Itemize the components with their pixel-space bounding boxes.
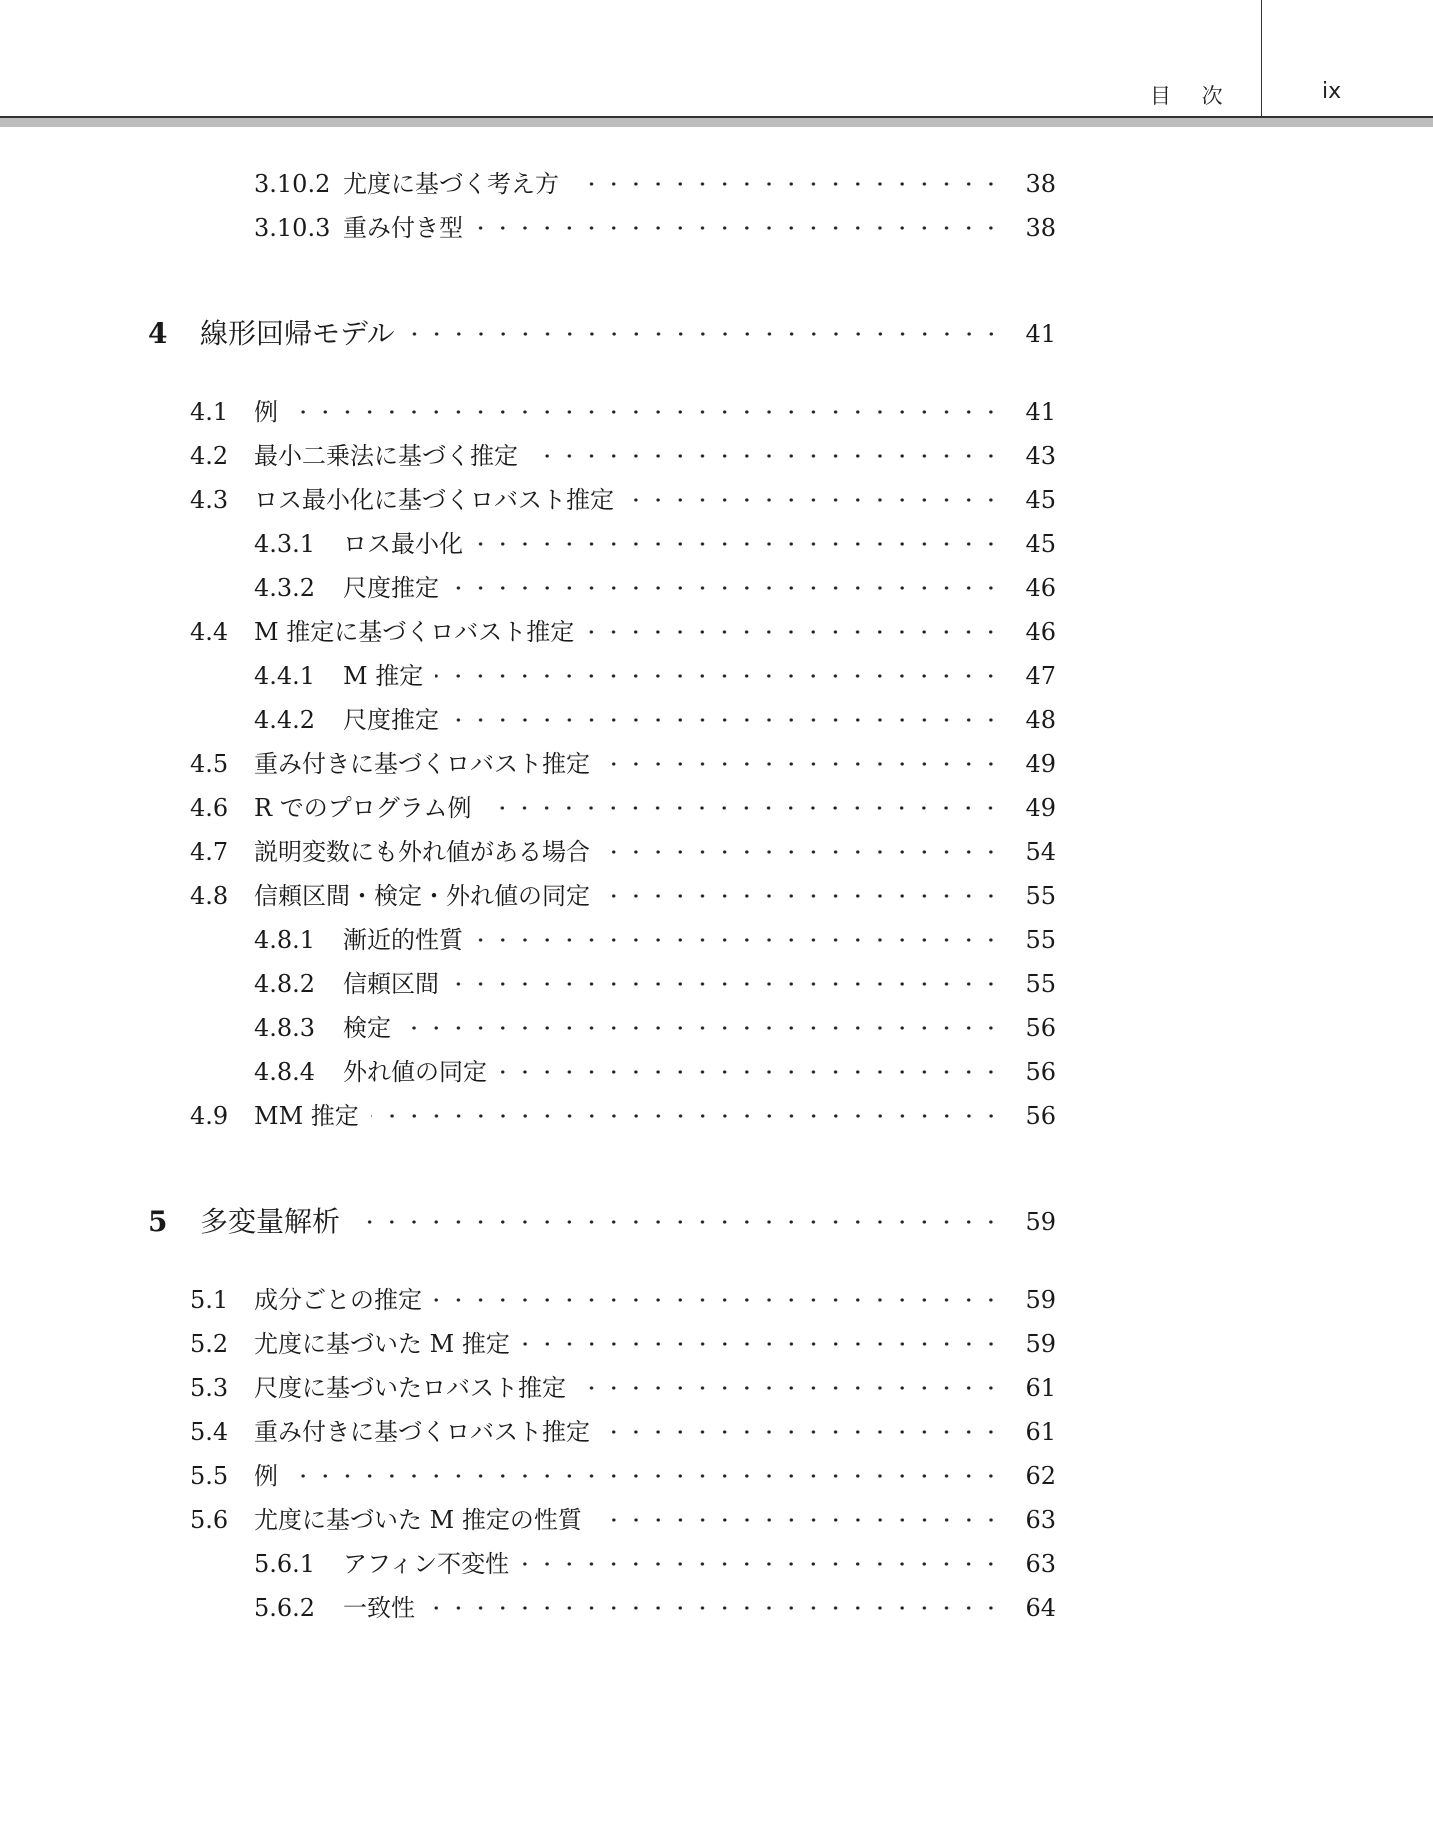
dot-leader [578, 1368, 1008, 1408]
toc-entry-title: 尤度に基づいた M 推定 [254, 1330, 510, 1358]
toc-entry-page: 64 [1025, 1594, 1056, 1622]
toc-entry-section[interactable] [190, 1456, 1056, 1496]
toc-entry-page: 49 [1025, 750, 1056, 778]
dot-leader [571, 164, 1008, 204]
dot-leader [403, 1008, 1008, 1048]
toc-entry-page: 56 [1025, 1014, 1056, 1042]
dot-leader [521, 1544, 1008, 1584]
dot-leader [602, 876, 1008, 916]
toc-entry-number: 4.7 [190, 838, 229, 866]
toc-entry-page: 47 [1025, 662, 1056, 690]
toc-entry-number: 4.8.1 [254, 926, 316, 954]
dot-leader [451, 568, 1008, 608]
toc-entry-subsection[interactable] [254, 524, 1056, 564]
toc-entry-section[interactable] [190, 1324, 1056, 1364]
toc-entry-page: 38 [1025, 214, 1056, 242]
toc-entry-number: 5.2 [190, 1330, 229, 1358]
header-shade-bar [0, 118, 1433, 127]
toc-entry-title: 尤度に基づく考え方 [343, 170, 559, 198]
dot-leader [475, 920, 1008, 960]
toc-entry-number: 3.10.3 [254, 214, 331, 242]
toc-entry-subsection[interactable] [254, 568, 1056, 608]
toc-entry-title: 成分ごとの推定 [254, 1286, 422, 1314]
toc-entry-subsection[interactable] [254, 656, 1056, 696]
toc-entry-title: 最小二乗法に基づく推定 [254, 442, 518, 470]
dot-leader [290, 392, 1008, 432]
toc-entry-number: 5.5 [190, 1462, 229, 1490]
toc-entry-subsection[interactable] [254, 920, 1056, 960]
toc-entry-title: 検定 [343, 1014, 391, 1042]
toc-entry-number: 4.4.1 [254, 662, 316, 690]
dot-leader [626, 480, 1008, 520]
toc-entry-page: 63 [1025, 1550, 1056, 1578]
dot-leader [407, 314, 1008, 354]
dot-leader [427, 1588, 1008, 1628]
dot-leader [483, 788, 1008, 828]
toc-entry-page: 49 [1025, 794, 1056, 822]
toc-entry-page: 56 [1025, 1102, 1056, 1130]
toc-entry-title: R でのプログラム例 [254, 794, 472, 822]
toc-entry-number: 4.3.1 [254, 530, 316, 558]
toc-entry-page: 61 [1025, 1374, 1056, 1402]
running-head-title: 目 次 [1150, 84, 1235, 108]
dot-leader [371, 1096, 1008, 1136]
toc-entry-number: 4.8.3 [254, 1014, 316, 1042]
toc-entry-subsection[interactable] [254, 1052, 1056, 1092]
dot-leader [475, 524, 1008, 564]
toc-entry-number: 3.10.2 [254, 170, 331, 198]
dot-leader [435, 656, 1008, 696]
toc-entry-number: 5.1 [190, 1286, 229, 1314]
toc-entry-title: 信頼区間 [343, 970, 439, 998]
toc-entry-chapter[interactable] [148, 1200, 1056, 1244]
toc-entry-number: 5.4 [190, 1418, 229, 1446]
toc-entry-title: 外れ値の同定 [343, 1058, 487, 1086]
toc-entry-section[interactable] [190, 480, 1056, 520]
dot-leader [451, 700, 1008, 740]
toc-entry-page: 56 [1025, 1058, 1056, 1086]
toc-entry-subsection[interactable] [254, 964, 1056, 1004]
toc-entry-page: 43 [1025, 442, 1056, 470]
toc-entry-section[interactable] [190, 1412, 1056, 1452]
dot-leader [530, 436, 1008, 476]
toc-entry-title: 信頼区間・検定・外れ値の同定 [254, 882, 590, 910]
toc-entry-page: 46 [1025, 574, 1056, 602]
toc-entry-number: 4 [148, 317, 168, 350]
toc-entry-subsection[interactable] [254, 1544, 1056, 1584]
toc-entry-number: 4.4.2 [254, 706, 316, 734]
toc-entry-section[interactable] [190, 1280, 1056, 1320]
toc-entry-chapter[interactable] [148, 312, 1056, 356]
toc-entry-subsection[interactable] [254, 700, 1056, 740]
toc-entry-page: 38 [1025, 170, 1056, 198]
toc-entry-title: 一致性 [343, 1594, 415, 1622]
toc-entry-subsection[interactable] [254, 1008, 1056, 1048]
toc-entry-section[interactable] [190, 788, 1056, 828]
toc-entry-title: 尺度推定 [343, 574, 439, 602]
toc-entry-number: 4.1 [190, 398, 229, 426]
toc-entry-page: 54 [1025, 838, 1056, 866]
toc-entry-title: ロス最小化 [343, 530, 463, 558]
toc-entry-page: 59 [1025, 1208, 1056, 1236]
toc-entry-title: 例 [254, 1462, 278, 1490]
toc-entry-section[interactable] [190, 1096, 1056, 1136]
toc-entry-section[interactable] [190, 744, 1056, 784]
toc-entry-number: 4.3.2 [254, 574, 316, 602]
toc-entry-section[interactable] [190, 832, 1056, 872]
toc-entry-section[interactable] [190, 612, 1056, 652]
toc-entry-number: 5.6 [190, 1506, 229, 1534]
toc-entry-page: 55 [1025, 882, 1056, 910]
toc-entry-title: ロス最小化に基づくロバスト推定 [254, 486, 614, 514]
dot-leader [499, 1052, 1008, 1092]
toc-entry-title: 尺度に基づいたロバスト推定 [254, 1374, 566, 1402]
toc-entry-page: 41 [1025, 398, 1056, 426]
toc-entry-number: 5.6.1 [254, 1550, 316, 1578]
toc-entry-section[interactable] [190, 876, 1056, 916]
page-number: ix [1322, 79, 1342, 104]
header-divider [1261, 0, 1262, 117]
toc-entry-number: 5.6.2 [254, 1594, 316, 1622]
toc-entry-title: MM 推定 [254, 1102, 359, 1130]
toc-entry-page: 59 [1025, 1286, 1056, 1314]
toc-entry-page: 63 [1025, 1506, 1056, 1534]
toc-entry-title: 尺度推定 [343, 706, 439, 734]
toc-entry-section[interactable] [190, 1500, 1056, 1540]
toc-entry-section[interactable] [190, 436, 1056, 476]
toc-entry-page: 41 [1025, 320, 1056, 348]
toc-entry-number: 4.4 [190, 618, 229, 646]
dot-leader [602, 1412, 1008, 1452]
toc-entry-page: 59 [1025, 1330, 1056, 1358]
dot-leader [586, 612, 1008, 652]
toc-entry-page: 46 [1025, 618, 1056, 646]
toc-entry-number: 4.3 [190, 486, 229, 514]
toc-entry-title: M 推定に基づくロバスト推定 [254, 618, 575, 646]
toc-entry-title: 線形回帰モデル [200, 317, 395, 350]
toc-entry-page: 55 [1025, 970, 1056, 998]
toc-entry-number: 5.3 [190, 1374, 229, 1402]
dot-leader [352, 1202, 1008, 1242]
toc-entry-title: 重み付き型 [343, 214, 463, 242]
dot-leader [434, 1280, 1008, 1320]
toc-entry-page: 45 [1025, 486, 1056, 514]
toc-entry-page: 48 [1025, 706, 1056, 734]
toc-entry-page: 45 [1025, 530, 1056, 558]
toc-entry-number: 5 [148, 1205, 168, 1238]
dot-leader [522, 1324, 1008, 1364]
toc-entry-page: 62 [1025, 1462, 1056, 1490]
toc-entry-title: 説明変数にも外れ値がある場合 [254, 838, 590, 866]
dot-leader [602, 832, 1008, 872]
toc-entry-section[interactable] [190, 392, 1056, 432]
dot-leader [451, 964, 1008, 1004]
toc-entry-title: 多変量解析 [200, 1205, 341, 1238]
toc-entry-title: 尤度に基づいた M 推定の性質 [254, 1506, 582, 1534]
toc-entry-title: 重み付きに基づくロバスト推定 [254, 750, 590, 778]
toc-entry-number: 4.2 [190, 442, 229, 470]
toc-entry-title: 漸近的性質 [343, 926, 463, 954]
running-header [0, 0, 1433, 130]
dot-leader [602, 744, 1008, 784]
toc-entry-section[interactable] [190, 1368, 1056, 1408]
dot-leader [475, 208, 1008, 248]
toc-entry-title: アフィン不変性 [343, 1550, 510, 1578]
dot-leader [290, 1456, 1008, 1496]
toc-entry-subsection[interactable] [254, 164, 1056, 204]
toc-entry-number: 4.5 [190, 750, 229, 778]
toc-entry-number: 4.8 [190, 882, 229, 910]
toc-entry-subsection[interactable] [254, 1588, 1056, 1628]
toc-entry-number: 4.6 [190, 794, 229, 822]
toc-entry-title: 例 [254, 398, 278, 426]
toc-entry-number: 4.9 [190, 1102, 229, 1130]
toc-entry-page: 61 [1025, 1418, 1056, 1446]
toc-entry-title: M 推定 [343, 662, 424, 690]
toc-entry-title: 重み付きに基づくロバスト推定 [254, 1418, 590, 1446]
toc-entry-subsection[interactable] [254, 208, 1056, 248]
toc-entry-number: 4.8.2 [254, 970, 316, 998]
dot-leader [594, 1500, 1008, 1540]
toc-entry-page: 55 [1025, 926, 1056, 954]
toc-entry-number: 4.8.4 [254, 1058, 316, 1086]
